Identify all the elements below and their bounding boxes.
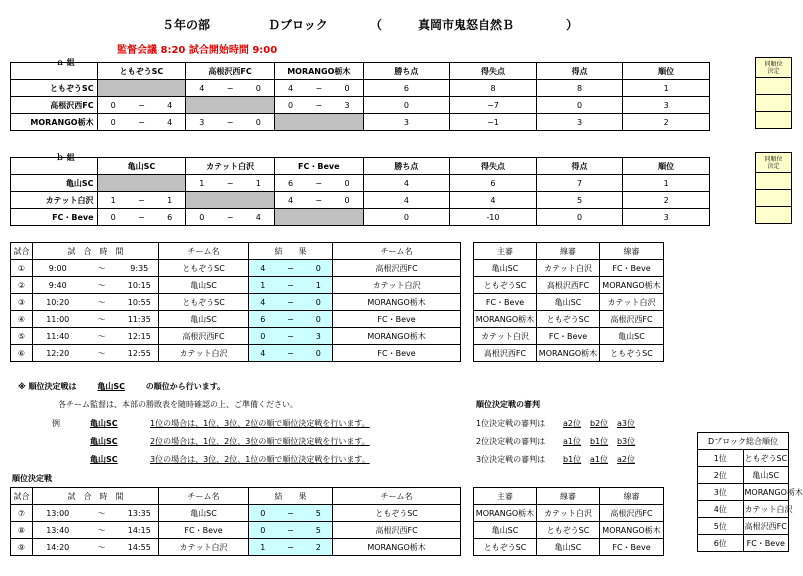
dash: −	[277, 522, 305, 539]
corner-cell	[11, 158, 98, 175]
header-linesman: 線審	[600, 243, 664, 260]
linesman-1: ともぞうSC	[537, 311, 600, 328]
header-time: 試 合 時 間	[33, 243, 159, 260]
referee: 高根沢西FC	[474, 345, 537, 362]
match-row	[11, 522, 461, 539]
score-right: 0	[243, 114, 275, 131]
overall-team: 高根沢西FC	[743, 518, 789, 535]
header-result: 結 果	[249, 488, 333, 505]
end-time: 14:55	[121, 539, 159, 556]
linesman-1: 亀山SC	[537, 539, 600, 556]
rank: 2	[623, 192, 710, 209]
tilde: 〜	[83, 522, 121, 539]
goal-diff: −1	[450, 114, 537, 131]
example-text: 3位の場合は、3位、2位、1位の順で順位決定戦を行います。	[150, 455, 370, 464]
home-score: 1	[249, 277, 277, 294]
group-b-label: ｂ 組	[56, 153, 75, 162]
home-score: 4	[249, 260, 277, 277]
finals-referee-table	[473, 487, 664, 556]
match-row	[11, 328, 461, 345]
home-team: 亀山SC	[159, 311, 249, 328]
referee-table	[473, 242, 664, 362]
self-cell	[97, 80, 186, 97]
linesman-2: 高根沢西FC	[600, 311, 664, 328]
header-referee: 主審	[474, 243, 537, 260]
header-stat: 勝ち点	[363, 158, 450, 175]
overall-team: 亀山SC	[743, 467, 789, 484]
linesman-1: 亀山SC	[537, 294, 600, 311]
overall-row	[698, 501, 789, 518]
header-linesman: 線審	[537, 243, 600, 260]
assign-title: 順位決定戦の審判	[476, 400, 540, 409]
start-time: 12:20	[33, 345, 83, 362]
assign-text: 3位決定戦の審判は	[476, 455, 546, 464]
overall-row	[698, 484, 789, 501]
start-time: 14:20	[33, 539, 83, 556]
dash: −	[129, 209, 154, 226]
overall-rank: 6位	[698, 535, 744, 552]
match-no: ④	[11, 311, 33, 328]
group-b-table	[10, 157, 710, 226]
meeting-time: 監督会議 8:20 試合開始時間 9:00	[117, 45, 278, 56]
home-score: 0	[249, 522, 277, 539]
score-right: 0	[331, 175, 363, 192]
assign-linesman: a3位	[617, 419, 635, 428]
linesman-1: FC・Beve	[537, 328, 600, 345]
score-right: 4	[243, 209, 275, 226]
dash: −	[129, 97, 154, 114]
linesman-1: 高根沢西FC	[537, 277, 600, 294]
away-team: MORANGO栃木	[333, 539, 461, 556]
start-time: 9:00	[33, 260, 83, 277]
header-game: 試合	[11, 243, 33, 260]
group-row	[11, 80, 710, 97]
linesman-2: MORANGO栃木	[600, 522, 664, 539]
goal-diff: 4	[450, 192, 537, 209]
overall-rank: 3位	[698, 484, 744, 501]
tilde: 〜	[83, 277, 121, 294]
away-score: 2	[305, 539, 333, 556]
assign-linesman: b3位	[617, 437, 636, 446]
end-time: 12:15	[121, 328, 159, 345]
goal-diff: −7	[450, 97, 537, 114]
tilde: 〜	[83, 505, 121, 522]
score-left: 0	[97, 209, 129, 226]
points: 4	[363, 192, 450, 209]
dash: −	[129, 114, 154, 131]
away-team: 高根沢西FC	[333, 260, 461, 277]
dash: −	[277, 260, 305, 277]
home-team: ともぞうSC	[159, 294, 249, 311]
referee: カテット白沢	[474, 328, 537, 345]
home-team: 亀山SC	[159, 505, 249, 522]
header-team: チーム名	[159, 488, 249, 505]
overall-rank: 2位	[698, 467, 744, 484]
score-right: 3	[331, 97, 363, 114]
example-text: 1位の場合は、1位、3位、2位の順で順位決定戦を行います。	[150, 419, 370, 428]
overall-row	[698, 467, 789, 484]
home-team: ともぞうSC	[159, 260, 249, 277]
score-left: 4	[186, 80, 218, 97]
points: 0	[363, 209, 450, 226]
row-team: FC・Beve	[11, 209, 98, 226]
score-right: 1	[154, 192, 186, 209]
example-team: 亀山SC	[90, 419, 118, 428]
header-game: 試合	[11, 488, 33, 505]
referee-row	[474, 311, 664, 328]
linesman-2: MORANGO栃木	[600, 277, 664, 294]
dash: −	[217, 209, 242, 226]
group-row	[11, 192, 710, 209]
score-left: 6	[274, 175, 306, 192]
tilde: 〜	[83, 294, 121, 311]
header-team: カテット白沢	[186, 158, 275, 175]
tilde: 〜	[83, 345, 121, 362]
match-row	[11, 505, 461, 522]
end-time: 14:15	[121, 522, 159, 539]
dash: −	[277, 294, 305, 311]
referee-row	[474, 260, 664, 277]
referee-row	[474, 505, 664, 522]
home-score: 4	[249, 345, 277, 362]
dash: −	[306, 192, 331, 209]
goals: 3	[536, 114, 623, 131]
dash: −	[277, 345, 305, 362]
rank: 2	[623, 114, 710, 131]
dash: −	[277, 277, 305, 294]
match-no: ⑥	[11, 345, 33, 362]
end-time: 9:35	[121, 260, 159, 277]
tiebreak-box-a: 同順位 決定	[755, 57, 792, 129]
self-cell	[97, 175, 186, 192]
example-label: 例	[52, 419, 60, 428]
header-team2: チーム名	[333, 243, 461, 260]
home-team: FC・Beve	[159, 522, 249, 539]
dash: −	[217, 80, 242, 97]
linesman-2: カテット白沢	[600, 294, 664, 311]
linesman-2: 亀山SC	[600, 328, 664, 345]
referee-row	[474, 328, 664, 345]
away-team: ともぞうSC	[333, 505, 461, 522]
header-team: チーム名	[159, 243, 249, 260]
header-team: 亀山SC	[97, 158, 186, 175]
away-team: MORANGO栃木	[333, 294, 461, 311]
away-score: 0	[305, 345, 333, 362]
row-team: 高根沢西FC	[11, 97, 98, 114]
score-right: 4	[154, 97, 186, 114]
overall-team: ともぞうSC	[743, 450, 789, 467]
start-time: 11:40	[33, 328, 83, 345]
match-no: ②	[11, 277, 33, 294]
assign-text: 1位決定戦の審判は	[476, 419, 546, 428]
header-team: FC・Beve	[274, 158, 363, 175]
header-team2: チーム名	[333, 488, 461, 505]
self-cell	[186, 192, 275, 209]
note-1: ※ 順位決定戦は 亀山SC の順位から行います。	[18, 382, 226, 391]
home-score: 1	[249, 539, 277, 556]
home-team: カテット白沢	[159, 345, 249, 362]
referee: 亀山SC	[474, 260, 537, 277]
title-paren-open: （	[370, 18, 383, 32]
score-left: 0	[97, 114, 129, 131]
rank: 1	[623, 175, 710, 192]
match-row	[11, 539, 461, 556]
match-no: ⑨	[11, 539, 33, 556]
home-score: 0	[249, 505, 277, 522]
referee: FC・Beve	[474, 294, 537, 311]
linesman-2: FC・Beve	[600, 539, 664, 556]
score-left: 1	[97, 192, 129, 209]
header-referee: 主審	[474, 488, 537, 505]
example-team: 亀山SC	[90, 437, 118, 446]
title-venue: 真岡市鬼怒自然Ｂ	[418, 18, 515, 32]
row-team: カテット白沢	[11, 192, 98, 209]
linesman-1: ともぞうSC	[537, 522, 600, 539]
dash: −	[277, 328, 305, 345]
self-cell	[274, 209, 363, 226]
assign-ref: a1位	[563, 437, 581, 446]
header-stat: 勝ち点	[363, 63, 450, 80]
match-no: ⑤	[11, 328, 33, 345]
score-left: 0	[97, 97, 129, 114]
end-time: 10:55	[121, 294, 159, 311]
end-time: 11:35	[121, 311, 159, 328]
match-no: ⑦	[11, 505, 33, 522]
header-linesman: 線審	[537, 488, 600, 505]
dash: −	[129, 192, 154, 209]
score-right: 1	[243, 175, 275, 192]
score-left: 4	[274, 80, 306, 97]
overall-title: Dブロック総合順位	[698, 433, 789, 450]
end-time: 13:35	[121, 505, 159, 522]
row-team: ともぞうSC	[11, 80, 98, 97]
header-stat: 得点	[536, 158, 623, 175]
group-row	[11, 175, 710, 192]
score-left: 4	[274, 192, 306, 209]
linesman-2: ともぞうSC	[600, 345, 664, 362]
header-stat: 得失点	[450, 158, 537, 175]
points: 4	[363, 175, 450, 192]
linesman-1: カテット白沢	[537, 260, 600, 277]
score-right: 0	[331, 192, 363, 209]
start-time: 13:40	[33, 522, 83, 539]
self-cell	[186, 97, 275, 114]
away-score: 0	[305, 260, 333, 277]
row-team: 亀山SC	[11, 175, 98, 192]
away-team: FC・Beve	[333, 311, 461, 328]
group-a-table	[10, 62, 710, 131]
dash: −	[217, 114, 242, 131]
score-right: 0	[331, 80, 363, 97]
away-team: MORANGO栃木	[333, 328, 461, 345]
header-team: MORANGO栃木	[274, 63, 363, 80]
match-row	[11, 311, 461, 328]
overall-team: MORANGO栃木	[743, 484, 789, 501]
points: 3	[363, 114, 450, 131]
away-team: FC・Beve	[333, 345, 461, 362]
row-team: MORANGO栃木	[11, 114, 98, 131]
away-score: 0	[305, 311, 333, 328]
home-team: 高根沢西FC	[159, 328, 249, 345]
group-a-label: ａ 組	[56, 58, 75, 67]
home-score: 0	[249, 328, 277, 345]
away-score: 1	[305, 277, 333, 294]
goals: 0	[536, 97, 623, 114]
overall-rank: 4位	[698, 501, 744, 518]
referee-row	[474, 522, 664, 539]
dash: −	[306, 80, 331, 97]
rank: 3	[623, 209, 710, 226]
match-schedule-table	[10, 242, 461, 362]
group-row	[11, 97, 710, 114]
score-right: 0	[243, 80, 275, 97]
header-stat: 順位	[623, 63, 710, 80]
group-row	[11, 209, 710, 226]
score-right: 6	[154, 209, 186, 226]
tilde: 〜	[83, 260, 121, 277]
overall-rank: 5位	[698, 518, 744, 535]
self-cell	[274, 114, 363, 131]
note-2: 各チーム監督は、本部の勝敗表を随時確認の上、ご準備ください。	[58, 400, 298, 409]
title-part: ５年の部	[162, 18, 211, 32]
referee: ともぞうSC	[474, 277, 537, 294]
away-score: 3	[305, 328, 333, 345]
home-score: 4	[249, 294, 277, 311]
assign-linesman: b1位	[590, 437, 609, 446]
points: 6	[363, 80, 450, 97]
dash: −	[277, 311, 305, 328]
goals: 8	[536, 80, 623, 97]
away-team: カテット白沢	[333, 277, 461, 294]
match-no: ①	[11, 260, 33, 277]
dash: −	[277, 505, 305, 522]
tilde: 〜	[83, 328, 121, 345]
linesman-2: 高根沢西FC	[600, 505, 664, 522]
referee-row	[474, 277, 664, 294]
finals-table	[10, 487, 461, 556]
header-team: ともぞうSC	[97, 63, 186, 80]
title-block: Ｄブロック	[268, 18, 328, 32]
rank: 1	[623, 80, 710, 97]
header-linesman: 線審	[600, 488, 664, 505]
points: 0	[363, 97, 450, 114]
away-team: 高根沢西FC	[333, 522, 461, 539]
match-row	[11, 345, 461, 362]
overall-ranking-table	[697, 432, 803, 552]
goal-diff: -10	[450, 209, 537, 226]
corner-cell	[11, 63, 98, 80]
example-text: 2位の場合は、1位、2位、3位の順で順位決定戦を行います。	[150, 437, 370, 446]
end-time: 10:15	[121, 277, 159, 294]
home-team: カテット白沢	[159, 539, 249, 556]
start-time: 10:20	[33, 294, 83, 311]
score-left: 3	[186, 114, 218, 131]
assign-linesman: b2位	[590, 419, 609, 428]
overall-team: カテット白沢	[743, 501, 789, 518]
referee: MORANGO栃木	[474, 505, 537, 522]
referee: ともぞうSC	[474, 539, 537, 556]
overall-team: FC・Beve	[743, 535, 789, 552]
dash: −	[277, 539, 305, 556]
overall-row	[698, 535, 789, 552]
group-row	[11, 114, 710, 131]
dash: −	[306, 97, 331, 114]
linesman-1: カテット白沢	[537, 505, 600, 522]
away-score: 5	[305, 522, 333, 539]
dash: −	[217, 175, 242, 192]
example-team: 亀山SC	[90, 455, 118, 464]
goals: 0	[536, 209, 623, 226]
goal-diff: 8	[450, 80, 537, 97]
note-1-team: 亀山SC	[97, 382, 125, 391]
start-time: 9:40	[33, 277, 83, 294]
end-time: 12:55	[121, 345, 159, 362]
away-score: 0	[305, 294, 333, 311]
score-left: 0	[274, 97, 306, 114]
home-score: 6	[249, 311, 277, 328]
rank: 3	[623, 97, 710, 114]
referee: 亀山SC	[474, 522, 537, 539]
tiebreak-box-b: 同順位 決定	[755, 152, 792, 224]
header-result: 結 果	[249, 243, 333, 260]
goals: 5	[536, 192, 623, 209]
title-paren-close: ）	[566, 18, 579, 32]
goals: 7	[536, 175, 623, 192]
header-stat: 順位	[623, 158, 710, 175]
score-left: 0	[186, 209, 218, 226]
linesman-2: FC・Beve	[600, 260, 664, 277]
start-time: 13:00	[33, 505, 83, 522]
assign-ref: b1位	[563, 455, 582, 464]
match-row	[11, 260, 461, 277]
home-team: 亀山SC	[159, 277, 249, 294]
referee-row	[474, 539, 664, 556]
referee-row	[474, 294, 664, 311]
referee-row	[474, 345, 664, 362]
assign-linesman: a1位	[590, 455, 608, 464]
overall-rank: 1位	[698, 450, 744, 467]
tilde: 〜	[83, 311, 121, 328]
header-stat: 得失点	[450, 63, 537, 80]
finals-label: 順位決定戦	[12, 474, 52, 483]
away-score: 5	[305, 505, 333, 522]
dash: −	[306, 175, 331, 192]
score-left: 1	[186, 175, 218, 192]
goal-diff: 6	[450, 175, 537, 192]
linesman-1: MORANGO栃木	[537, 345, 600, 362]
header-team: 高根沢西FC	[186, 63, 275, 80]
assign-linesman: a2位	[617, 455, 635, 464]
referee: MORANGO栃木	[474, 311, 537, 328]
assign-ref: a2位	[563, 419, 581, 428]
overall-row	[698, 518, 789, 535]
assign-text: 2位決定戦の審判は	[476, 437, 546, 446]
score-right: 4	[154, 114, 186, 131]
tilde: 〜	[83, 539, 121, 556]
match-row	[11, 277, 461, 294]
header-time: 試 合 時 間	[33, 488, 159, 505]
match-no: ⑧	[11, 522, 33, 539]
match-no: ③	[11, 294, 33, 311]
header-stat: 得点	[536, 63, 623, 80]
overall-row	[698, 450, 789, 467]
match-row	[11, 294, 461, 311]
start-time: 11:00	[33, 311, 83, 328]
